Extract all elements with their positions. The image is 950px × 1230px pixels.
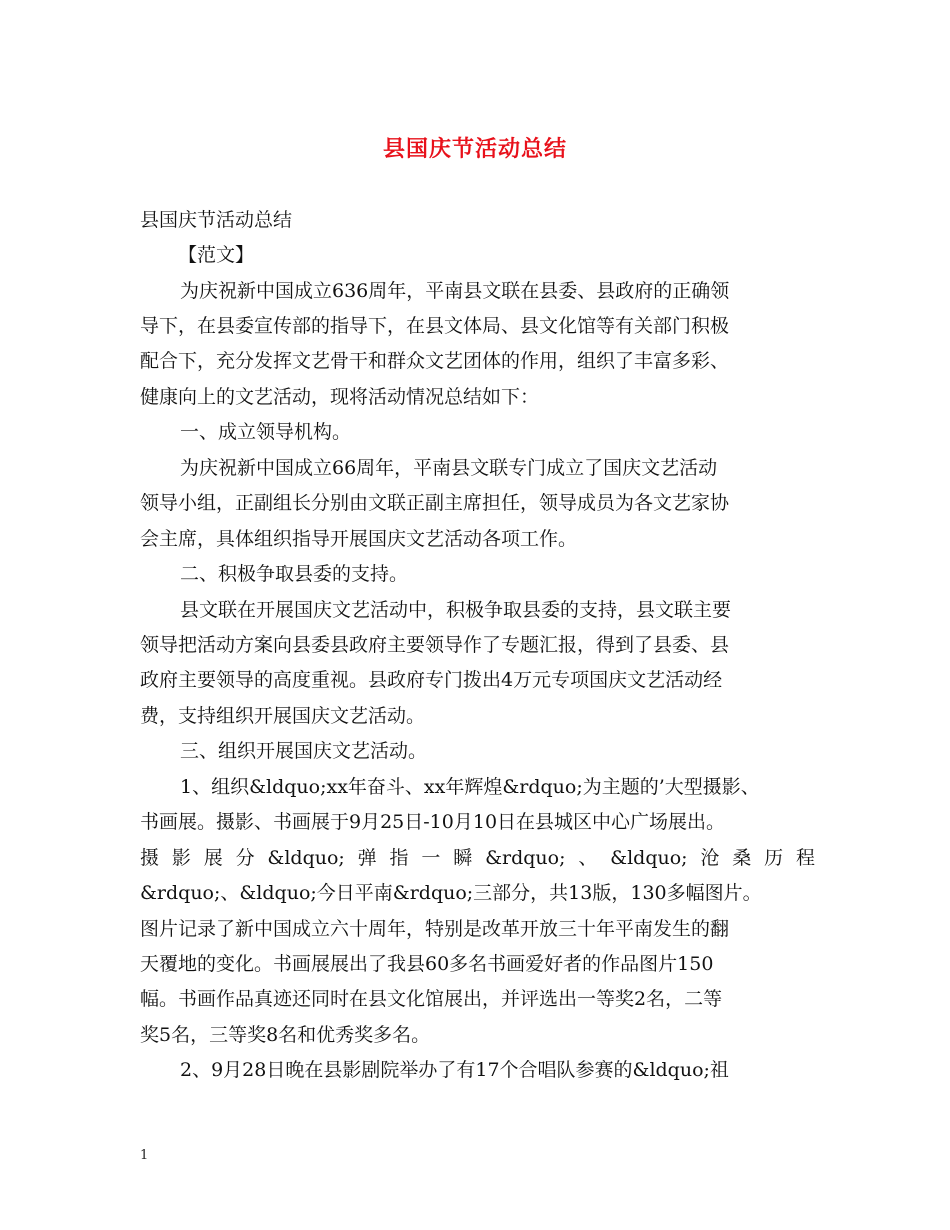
doc-line: 书画展。摄影、书画展于9月25日-10月10日在县城区中心广场展出。 (140, 811, 726, 833)
doc-line: 导下，在县委宣传部的指导下，在县文体局、县文化馆等有关部门积极 (140, 315, 730, 337)
document-title: 县国庆节活动总结 (382, 136, 567, 162)
doc-line: 一、成立领导机构。 (180, 421, 352, 443)
doc-line: 天覆地的变化。书画展展出了我县60多名书画爱好者的作品图片150 (140, 953, 714, 975)
doc-line: 奖5名，三等奖8名和优秀奖多名。 (140, 1024, 431, 1046)
doc-line: &rdquo;、&ldquo;今日平南&rdquo;三部分，共13版，130多幅图片。 (140, 882, 762, 904)
doc-line: 会主席，具体组织指导开展国庆文艺活动各项工作。 (140, 528, 578, 550)
doc-line: 领导小组，正副组长分别由文联正副主席担任，领导成员为各文艺家协 (140, 492, 730, 514)
doc-line: 县国庆节活动总结 (140, 209, 293, 231)
doc-line: 政府主要领导的高度重视。县政府专门拨出4万元专项国庆文艺活动经 (140, 669, 723, 691)
doc-line: 费，支持组织开展国庆文艺活动。 (140, 705, 426, 727)
doc-line: 配合下，充分发挥文艺骨干和群众文艺团体的作用，组织了丰富多彩、 (140, 350, 730, 372)
doc-line: 【范文】 (178, 244, 255, 266)
doc-line: 为庆祝新中国成立636周年，平南县文联在县委、县政府的正确领 (180, 280, 730, 302)
page-number: 1 (140, 1148, 149, 1163)
doc-line: 图片记录了新中国成立六十周年，特别是改革开放三十年平南发生的翻 (140, 918, 730, 940)
doc-line: 2、9月28日晚在县影剧院举办了有17个合唱队参赛的&ldquo;祖 (180, 1059, 729, 1081)
doc-line: 为庆祝新中国成立66周年，平南县文联专门成立了国庆文艺活动 (180, 457, 718, 479)
doc-line: 健康向上的文艺活动，现将活动情况总结如下： (140, 386, 540, 408)
doc-line: 三、组织开展国庆文艺活动。 (180, 740, 428, 762)
doc-line: 摄影展分&ldquo;弹指一瞬&rdquo;、&ldquo;沧桑历程 (140, 847, 815, 869)
doc-line: 幅。书画作品真迹还同时在县文化馆展出，并评选出一等奖2名，二等 (140, 988, 723, 1010)
doc-line: 1、组织&ldquo;xx年奋斗、xx年辉煌&rdquo;为主题的’大型摄影、 (180, 776, 760, 798)
doc-line: 领导把活动方案向县委县政府主要领导作了专题汇报，得到了县委、县 (140, 634, 730, 656)
doc-line: 县文联在开展国庆文艺活动中，积极争取县委的支持，县文联主要 (180, 599, 732, 621)
doc-line: 二、积极争取县委的支持。 (180, 563, 409, 585)
